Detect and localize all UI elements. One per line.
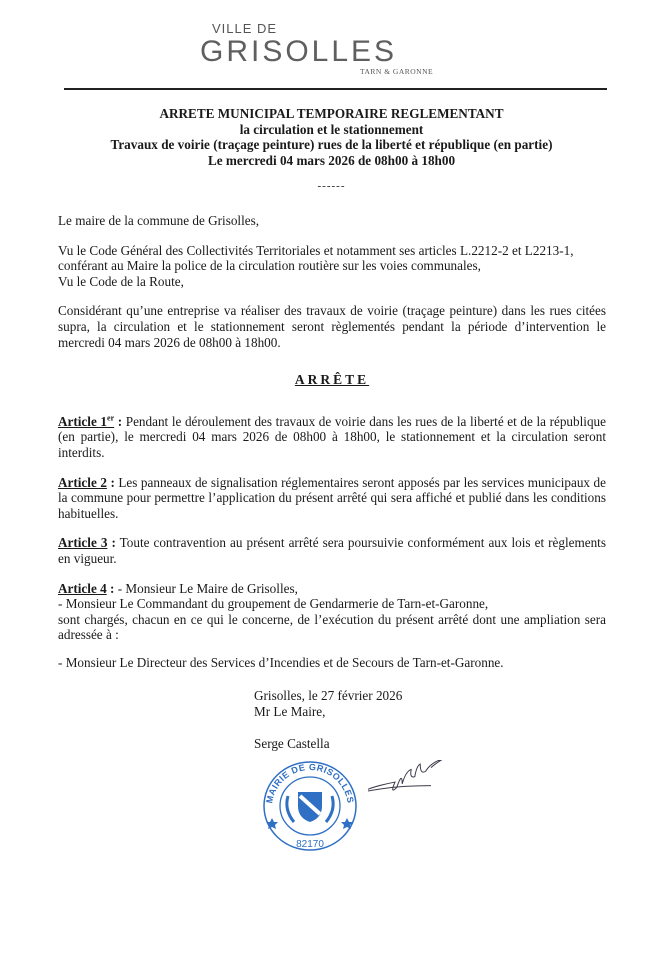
signature-marks bbox=[258, 756, 458, 856]
article-3: Article 3 : Toute contravention au présent arrêté sera poursuivie conformément aux lois et règlements en vigueur. bbox=[58, 535, 606, 566]
vu-code-route: Vu le Code de la Route, bbox=[58, 273, 184, 289]
article-2-text: Les panneaux de signalisation réglementaires seront apposés par les services municipaux de la commune pour permettre l’application du présent arrêté qui sera affiché et publié dans les conditions habituelles. bbox=[58, 474, 606, 521]
vu-cgct-line-2: conférant au Maire la police de la circulation routière sur les voies communales, bbox=[58, 258, 481, 274]
grisolles-logo bbox=[195, 22, 435, 76]
title-line-2: la circulation et le stationnement bbox=[239, 121, 424, 137]
document-title bbox=[40, 106, 623, 168]
logo-region: TARN & GARONNE bbox=[360, 67, 434, 76]
mairie-stamp bbox=[258, 756, 363, 856]
header-divider bbox=[64, 88, 607, 90]
preamble-intro: Le maire de la commune de Grisolles, bbox=[58, 213, 260, 228]
article-2-label: Article 2 bbox=[58, 474, 107, 490]
signature-title: Mr Le Maire, bbox=[254, 704, 326, 720]
article-3-label: Article 3 bbox=[58, 535, 108, 551]
article-4-line-3: sont chargés, chacun en ce qui le concerne, de l’exécution du présent arrêté dont une ampliation sera adressée à : bbox=[58, 611, 606, 643]
article-4-text: - Monsieur Le Maire de Grisolles, bbox=[114, 580, 298, 596]
signature-place-date: Grisolles, le 27 février 2026 bbox=[254, 688, 403, 704]
signature-name: Serge Castella bbox=[254, 736, 330, 752]
article-4: Article 4 : - Monsieur Le Maire de Grisolles, - Monsieur Le Commandant du groupement de Gendarmerie de Tarn-et-Garonne, sont chargés, chacun en ce qui le concerne, de l’exécution du présent arrêté dont une ampliation sera adressée à : - Monsieur Le Directeur des Services d’Incendies et de Secours de Tarn-et-Garonne. bbox=[58, 580, 606, 670]
title-separator: ------ bbox=[317, 180, 346, 192]
decision-heading: ARRÊTE bbox=[294, 372, 370, 388]
logo-town-name: GRISOLLES bbox=[200, 35, 398, 68]
vu-cgct-line-1: Vu le Code Général des Collectivités Territoriales et notamment ses articles L.2212-2 et L2213-1, bbox=[58, 242, 574, 258]
article-4-line-4: - Monsieur Le Directeur des Services d’Incendies et de Secours de Tarn-et-Garonne. bbox=[58, 654, 504, 670]
signature-block bbox=[254, 688, 663, 752]
stamp-postcode: 82170 bbox=[296, 839, 324, 851]
star-icon bbox=[266, 818, 278, 829]
preamble-considerant: Considérant qu’une entreprise va réaliser des travaux de voirie (traçage peinture) dans les rues citées supra, la circulation et le stationnement seront règlementés pendant la période d’intervention le mercredi 04 mars 2026 de 08h00 à 18h00. bbox=[58, 303, 606, 350]
article-4-label: Article 4 bbox=[58, 580, 107, 596]
document-body bbox=[58, 213, 606, 670]
article-4-line-2: - Monsieur Le Commandant du groupement de Gendarmerie de Tarn-et-Garonne, bbox=[58, 596, 489, 612]
stamp-text: MAIRIE DE GRISOLLES bbox=[264, 762, 356, 805]
handwritten-signature-icon bbox=[368, 760, 458, 805]
article-3-text: Toute contravention au présent arrêté sera poursuivie conformément aux lois et règlements en vigueur. bbox=[58, 535, 606, 566]
article-1-text: Pendant le déroulement des travaux de voirie dans les rues de la liberté et de la république (en partie), le mercredi 04 mars 2026 de 08h00 à 18h00, le stationnement et la circulation seront interdits. bbox=[58, 413, 606, 460]
title-line-1: ARRETE MUNICIPAL TEMPORAIRE REGLEMENTANT bbox=[159, 106, 504, 121]
article-1-label: Article 1er bbox=[58, 413, 115, 429]
title-line-3: Travaux de voirie (traçage peinture) rues de la liberté et république (en partie) bbox=[110, 137, 553, 152]
article-1: Article 1er : Pendant le déroulement des travaux de voirie dans les rues de la liberté et de la république (en partie), le mercredi 04 mars 2026 de 08h00 à 18h00, le stationnement et la circulation seront interdits. bbox=[58, 413, 606, 460]
article-2: Article 2 : Les panneaux de signalisation réglementaires seront apposés par les services municipaux de la commune pour permettre l’application du présent arrêté qui sera affiché et publié dans les conditions habituelles. bbox=[58, 474, 606, 521]
preamble-vu-cgct bbox=[58, 243, 606, 290]
title-line-4: Le mercredi 04 mars 2026 de 08h00 à 18h00 bbox=[207, 152, 456, 168]
logo-ville-de: VILLE DE bbox=[212, 21, 278, 36]
